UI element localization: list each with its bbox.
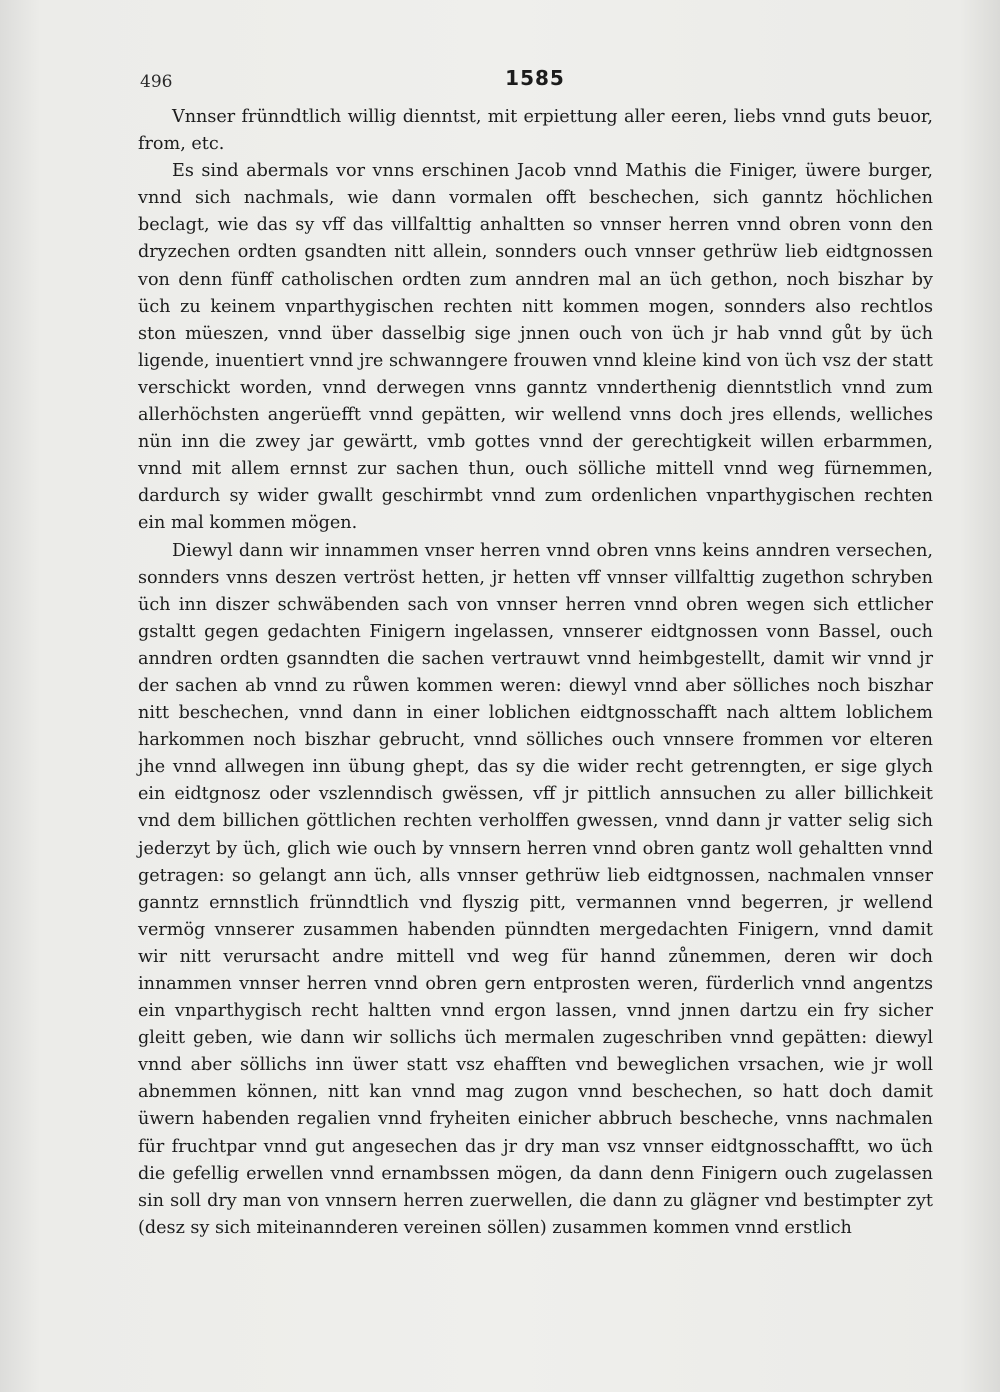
page-number: 496 [140,72,173,92]
page-header [140,66,930,96]
salutation-paragraph: Vnnser frünndtlich willig dienntst, mit erpiettung aller eeren, liebs vnnd guts beuor, from, etc. [138,107,933,155]
body-paragraph: Es sind abermals vor vnns erschinen Jacob vnnd Mathis die Finiger, üwere burger, vnnd sich nachmals, wie dann vormalen offt beschechen, sich ganntz höchlichen beclagt, wie das sy vff das villfalttig anhaltten so vnnser herren vnnd obren vonn den dryzechen ordten gsandten nitt allein, sonnders ouch vnnser gethrüw lieb eidtgnossen von denn fünff catholischen ordten zum anndren mal an üch gethon, noch biszhar by üch zu keinem vnparthygischen rechten nitt kommen mogen, sonnders also rechtlos ston müeszen, vnnd über dasselbig sige jnnen ouch von üch jr hab vnnd gůt by üch ligende, inuentiert vnnd jre schwanngere frouwen vnnd kleine kind von üch vsz der statt verschickt worden, vnnd derwegen vnns ganntz vnnderthenig dienntstlich vnnd zum allerhöchsten angerüefft vnnd gepätten, wir wellend vnns doch jres ellends, welliches nün inn die zwey jar gewärtt, vmb gottes vnnd der gerechtigkeit willen erbarmmen, vnnd mit allem ernnst zur sachen thun, ouch sölliche mittell vnnd weg fürnemmen, dardurch sy wider gwallt geschirmbt vnnd zum ordenlichen vnparthygischen rechten ein mal kommen mögen. [138,161,933,534]
document-body [138,104,933,1242]
document-year-heading: 1585 [505,66,565,90]
body-paragraph: Diewyl dann wir innammen vnser herren vnnd obren vnns keins anndren versechen, sonnders vnns deszen vertröst hetten, jr hetten vff vnnser villfalttig zugethon schryben üch inn diszer schwäbenden sach von vnnser herren vnnd obren wegen sich ettlicher gstaltt gegen gedachten Finigern ingelassen, vnnserer eidtgnossen vonn Bassel, ouch anndren ordten gsanndten die sachen vertrauwt vnnd heimbgestellt, damit wir vnnd jr der sachen ab vnnd zu růwen kommen weren: diewyl vnnd aber sölliches noch biszhar nitt beschechen, vnnd dann in einer loblichen eidtgnosschafft nach alttem loblichem harkommen noch biszhar gebrucht, vnnd sölliches ouch vnnsere frommen vor elteren jhe vnnd allwegen inn übung ghept, das sy die wider recht getrenngten, er sige glych ein eidtgnosz oder vszlenndisch gwëssen, vff jr pittlich annsuchen zu aller billichkeit vnd dem billichen göttlichen rechten verholffen gwessen, vnnd dann jr vatter selig sich jederzyt by üch, glich wie ouch by vnnsern herren vnnd obren gantz woll gehaltten vnnd getragen: so gelangt ann üch, alls vnnser gethrüw lieb eidtgnossen, nachmalen vnnser ganntz ernnstlich frünndtlich vnd flyszig pitt, vermannen vnnd begerren, jr wellend vermög vnnserer zusammen habenden pünndten mergedachten Finigern, vnnd damit wir nitt verursacht andre mittell vnd weg für hannd zůnemmen, deren wir doch innammen vnnser herren vnnd obren gern entprosten weren, fürderlich vnnd angentzs ein vnparthygisch recht haltten vnnd ergon lassen, vnnd jnnen dartzu ein fry sicher gleitt geben, wie dann wir sollichs üch mermalen zugeschriben vnnd gepätten: diewyl vnnd aber söllichs inn üwer statt vsz ehafften vnd beweglichen vrsachen, wie jr woll abnemmen können, nitt kan vnnd mag zugon vnnd beschechen, so hatt doch damit üwern habenden regalien vnnd fryheiten einicher abbruch bescheche, vnns nachmalen für fruchtpar vnnd gut angesechen das jr dry man vsz vnnser eidtgnosschafftt, wo üch die gefellig erwellen vnnd ernambssen mögen, da dann denn Finigern ouch zugelassen sin soll dry man von vnnsern herren zuerwellen, die dann zu glägner vnd bestimpter zyt (desz sy sich miteinannderen vereinen söllen) zusammen kommen vnnd erstlich [138,540,933,1238]
